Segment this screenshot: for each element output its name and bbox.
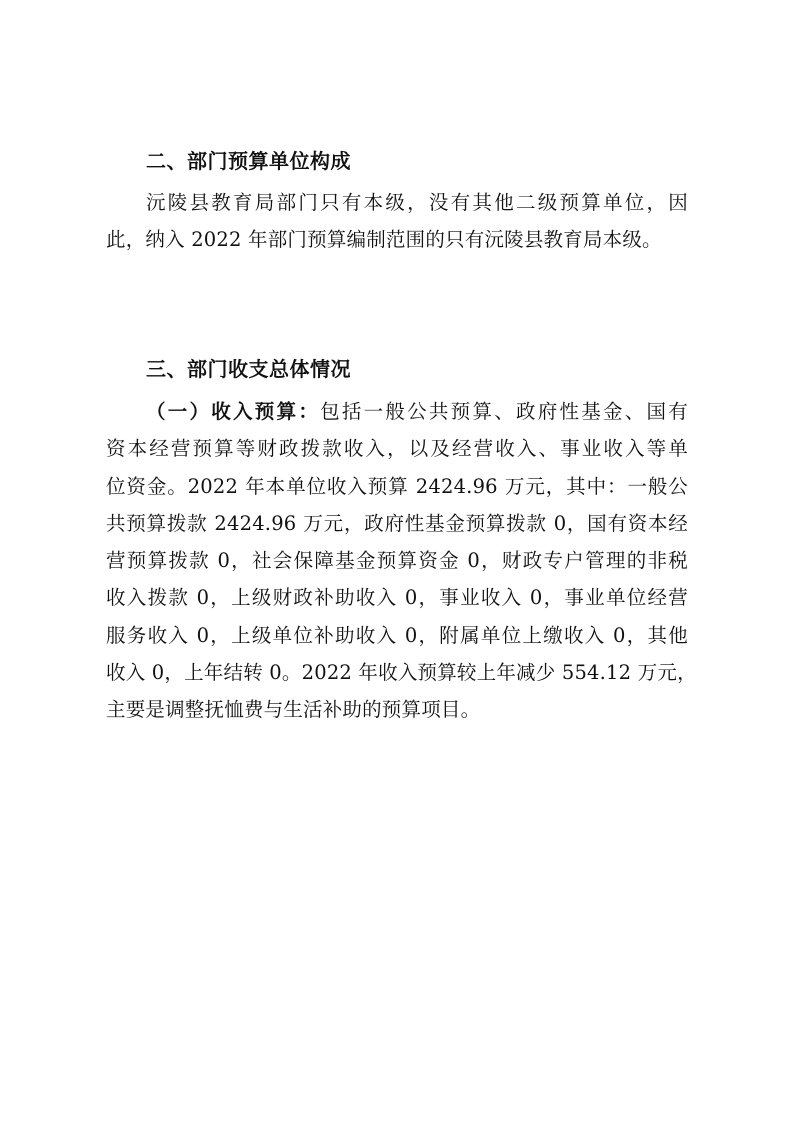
- paragraph-line: 主要是调整抚恤费与生活补助的预算项目。: [106, 698, 481, 722]
- paragraph-line: 服务收入 0，上级单位补助收入 0，附属单位上缴收入 0，其他: [106, 623, 688, 647]
- section-heading-revenue-expenditure: 三、部门收支总体情况: [146, 357, 351, 381]
- revenue-budget-lead: （一）收入预算：: [146, 400, 321, 423]
- unit-composition-paragraph: [106, 184, 688, 259]
- revenue-budget-paragraph: [106, 393, 697, 729]
- paragraph-line: 营预算拨款 0，社会保障基金预算资金 0，财政专户管理的非税: [106, 549, 688, 573]
- section-heading-unit-composition: 二、部门预算单位构成: [146, 149, 351, 173]
- paragraph-line: 收入拨款 0，上级财政补助收入 0，事业收入 0，事业单位经营: [106, 586, 688, 610]
- paragraph-line-text: 包括一般公共预算、政府性基金、国有: [320, 400, 688, 423]
- paragraph-line: 共预算拨款 2424.96 万元，政府性基金预算拨款 0，国有资本经: [106, 511, 688, 535]
- paragraph-line: 收入 0，上年结转 0。2022 年收入预算较上年减少 554.12 万元，: [106, 661, 697, 685]
- paragraph-line: 沅陵县教育局部门只有本级，没有其他二级预算单位，因: [146, 191, 688, 214]
- paragraph-line: 位资金。2022 年本单位收入预算 2424.96 万元，其中：一般公: [106, 474, 688, 498]
- paragraph-line: 此，纳入 2022 年部门预算编制范围的只有沅陵县教育局本级。: [106, 228, 662, 252]
- paragraph-first-line: [106, 393, 688, 430]
- paragraph-line: 资本经营预算等财政拨款收入，以及经营收入、事业收入等单: [106, 437, 688, 461]
